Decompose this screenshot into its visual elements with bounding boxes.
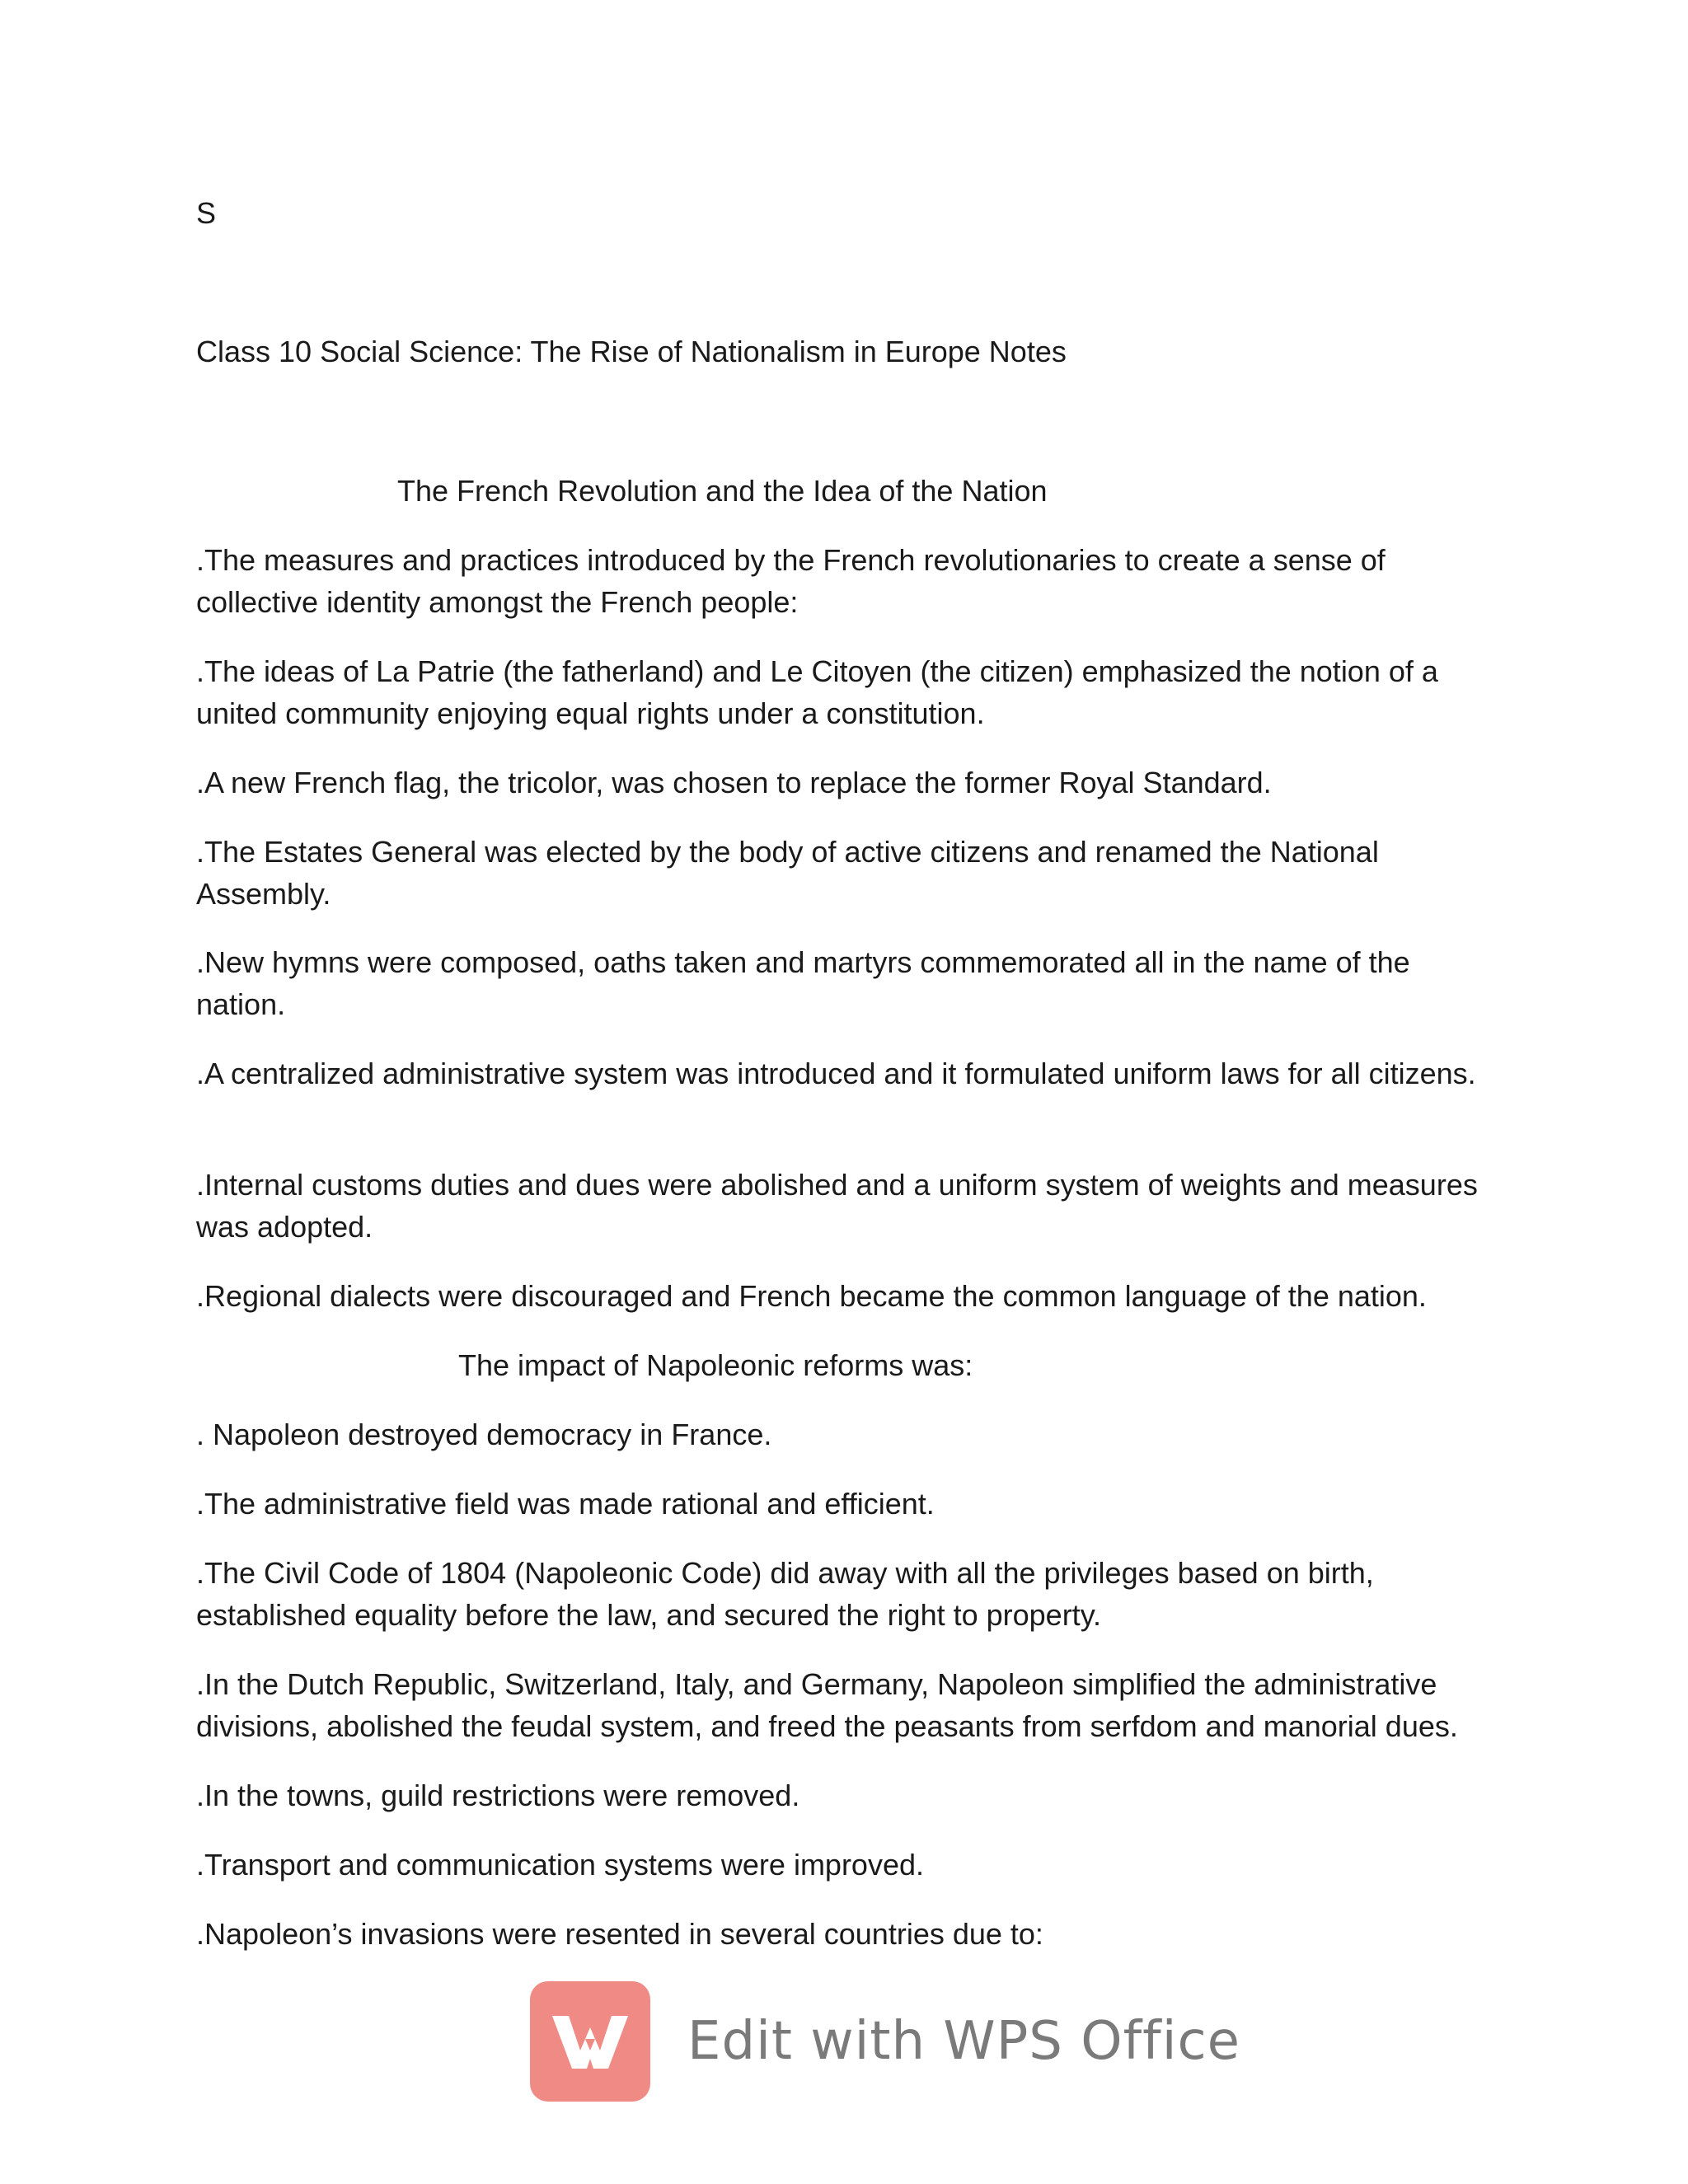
paragraph: .New hymns were composed, oaths taken and martyrs commemorated all in the name of the nation. xyxy=(196,945,1410,1021)
paragraph: .Napoleon’s invasions were resented in several countries due to: xyxy=(196,1917,1043,1951)
wps-logo-icon xyxy=(530,1981,650,2102)
paragraph: .In the towns, guild restrictions were removed. xyxy=(196,1779,800,1812)
paragraph: .Internal customs duties and dues were abolished and a uniform system of weights and measures was adopted. xyxy=(196,1168,1478,1244)
page-letter: S xyxy=(196,196,217,230)
wps-watermark-text: Edit with WPS Office xyxy=(687,2010,1241,2072)
wps-watermark[interactable] xyxy=(530,1980,1240,2103)
paragraph: .The administrative field was made rational and efficient. xyxy=(196,1487,935,1521)
document-title: Class 10 Social Science: The Rise of Nationalism in Europe Notes xyxy=(196,335,1067,368)
paragraph: .The Civil Code of 1804 (Napoleonic Code) did away with all the privileges based on birth, established equality before the law, and secured the right to property. xyxy=(196,1556,1374,1632)
paragraph: .A new French flag, the tricolor, was chosen to replace the former Royal Standard. xyxy=(196,766,1272,799)
paragraph: .Regional dialects were discouraged and French became the common language of the nation. xyxy=(196,1279,1427,1313)
paragraph: . Napoleon destroyed democracy in France. xyxy=(196,1418,772,1451)
section-heading-napoleonic-reforms: The impact of Napoleonic reforms was: xyxy=(458,1348,973,1382)
paragraph: .Transport and communication systems were improved. xyxy=(196,1848,925,1882)
section-heading-french-revolution: The French Revolution and the Idea of the Nation xyxy=(397,474,1048,508)
paragraph: .In the Dutch Republic, Switzerland, Italy, and Germany, Napoleon simplified the administrative divisions, abolished the feudal system, and freed the peasants from serfdom and manorial dues. xyxy=(196,1667,1458,1743)
paragraph: .A centralized administrative system was introduced and it formulated uniform laws for all citizens. xyxy=(196,1057,1476,1090)
paragraph: .The measures and practices introduced by the French revolutionaries to create a sense of collective identity amongst the French people: xyxy=(196,543,1386,619)
paragraph: .The ideas of La Patrie (the fatherland) and Le Citoyen (the citizen) emphasized the notion of a united community enjoying equal rights under a constitution. xyxy=(196,654,1438,730)
paragraph: .The Estates General was elected by the body of active citizens and renamed the National Assembly. xyxy=(196,835,1379,911)
